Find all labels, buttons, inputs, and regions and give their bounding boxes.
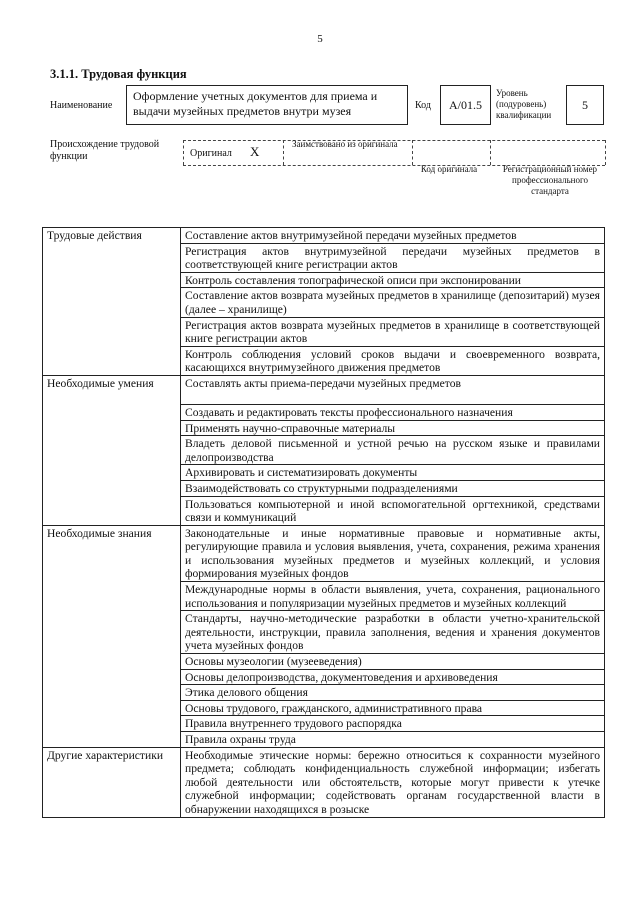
category-cell: Трудовые действия bbox=[43, 228, 181, 376]
origin-label: Происхождение трудовой функции bbox=[50, 139, 160, 162]
section-title: 3.1.1. Трудовая функция bbox=[50, 67, 187, 81]
item-cell: Основы музеологии (музееведения) bbox=[181, 654, 605, 670]
function-table bbox=[42, 227, 605, 818]
origin-sep-1 bbox=[183, 140, 184, 165]
item-cell: Правила внутреннего трудового распорядка bbox=[181, 716, 605, 732]
item-cell: Правила охраны труда bbox=[181, 732, 605, 748]
reg-number-caption: Регистрационный номер профессионального стандарта bbox=[502, 164, 598, 196]
function-name-box: Оформление учетных документов для приема и выдачи музейных предметов внутри музея bbox=[126, 85, 408, 125]
item-cell: Составление актов возврата музейных предметов в хранилище (депозитарий) музея (далее – хранилище) bbox=[181, 288, 605, 317]
category-cell: Другие характеристики bbox=[43, 747, 181, 817]
item-cell: Регистрация актов возврата музейных предметов в хранилище в соответствующей книге регистрации актов bbox=[181, 317, 605, 346]
table-row bbox=[43, 747, 605, 817]
origin-sep-3 bbox=[412, 140, 413, 165]
item-cell: Основы трудового, гражданского, административного права bbox=[181, 700, 605, 716]
table-row bbox=[43, 375, 605, 404]
category-cell: Необходимые умения bbox=[43, 375, 181, 525]
item-cell: Взаимодействовать со структурными подразделениями bbox=[181, 480, 605, 496]
item-cell: Пользоваться компьютерной и иной вспомогательной оргтехникой, средствами связи и коммуникаций bbox=[181, 496, 605, 525]
table-row bbox=[43, 525, 605, 581]
name-label: Наименование bbox=[50, 100, 113, 111]
original-label: Оригинал bbox=[190, 148, 232, 159]
origin-sep-5 bbox=[605, 140, 606, 165]
item-cell: Контроль составления топографической описи при экспонировании bbox=[181, 272, 605, 288]
item-cell: Контроль соблюдения условий сроков выдачи и своевременного возврата, касающихся внутримузейного движения предметов bbox=[181, 346, 605, 375]
level-value-box: 5 bbox=[566, 85, 604, 125]
origin-sep-4 bbox=[490, 140, 491, 165]
item-cell: Регистрация актов внутримузейной передачи музейных предметов в соответствующей книге регистрации актов bbox=[181, 243, 605, 272]
item-cell: Создавать и редактировать тексты профессионального назначения bbox=[181, 404, 605, 420]
category-cell: Необходимые знания bbox=[43, 525, 181, 747]
borrowed-label: Заимствовано из оригинала bbox=[292, 139, 398, 149]
origin-sep-2 bbox=[283, 140, 284, 165]
item-cell: Необходимые этические нормы: бережно относиться к сохранности музейного предмета; соблюдать конфиденциальность служебной информации; избегать любой деятельности или обстоятельств, которые могут привести к утечке служебной информации; содействовать органам государственной власти в обнаружении находящихся в розыске bbox=[181, 747, 605, 817]
item-cell: Основы делопроизводства, документоведения и архивоведения bbox=[181, 669, 605, 685]
item-cell: Этика делового общения bbox=[181, 685, 605, 701]
item-cell: Составление актов внутримузейной передачи музейных предметов bbox=[181, 228, 605, 244]
level-label: Уровень (подуровень) квалификации bbox=[496, 88, 552, 120]
code-value-box: А/01.5 bbox=[440, 85, 491, 125]
item-cell: Стандарты, научно-методические разработки в области учетно-хранительской деятельности, инструкции, правила заполнения, ведения и хранения документов учета музейных фондов bbox=[181, 611, 605, 654]
original-mark: X bbox=[250, 144, 260, 159]
item-cell: Составлять акты приема-передачи музейных предметов bbox=[181, 375, 605, 404]
item-cell: Законодательные и иные нормативные правовые и нормативные акты, регулирующие правила и условия выявления, учета, сохранения, режима хранения и использования музейных предметов и музейных коллекций, и условия формирования музейных фондов bbox=[181, 525, 605, 581]
code-label: Код bbox=[415, 100, 431, 111]
code-original-caption: Код оригинала bbox=[420, 164, 478, 174]
item-cell: Применять научно-справочные материалы bbox=[181, 420, 605, 436]
item-cell: Международные нормы в области выявления, учета, сохранения, рационального использования и популяризации музейных предметов и музейных коллекций bbox=[181, 582, 605, 611]
item-cell: Архивировать и систематизировать документы bbox=[181, 465, 605, 481]
page-number: 5 bbox=[317, 33, 323, 45]
table-row bbox=[43, 228, 605, 244]
item-cell: Владеть деловой письменной и устной речью на русском языке и правилами делопроизводства bbox=[181, 436, 605, 465]
